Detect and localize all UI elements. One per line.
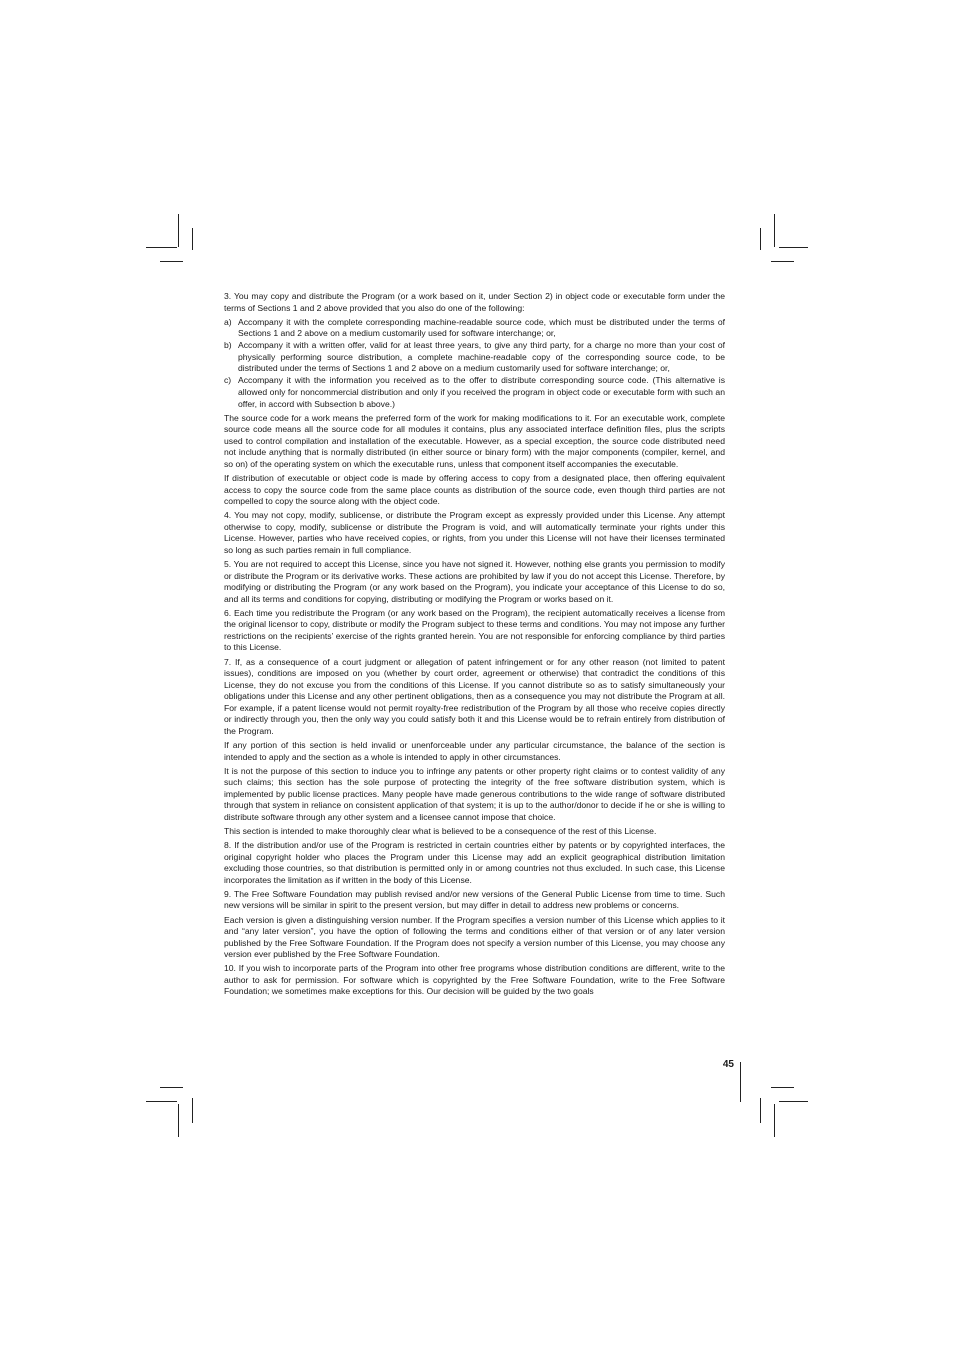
- list-marker: a): [224, 316, 232, 327]
- crop-mark: [192, 1098, 193, 1123]
- list-item: [224, 375, 725, 410]
- crop-mark: [774, 1104, 775, 1137]
- list-item: [224, 317, 725, 340]
- crop-mark: [760, 1098, 761, 1123]
- list-item: [224, 340, 725, 375]
- paragraph-section-4: 4. You may not copy, modify, sublicense, or distribute the Program except as expressly provided under this License. Any attempt otherwise to copy, modify, sublicense or distribute the Program is void, and will automatically terminate your rights under this License. However, parties who have received copies, or rights, from you under this License will not have their licenses terminated so long as such parties remain in full compliance.: [224, 510, 725, 555]
- paragraph-invalid-portion: If any portion of this section is held invalid or unenforceable under any particular circumstance, the balance of the section is intended to apply and the section as a whole is intended to apply in other circumstances.: [224, 739, 725, 762]
- crop-mark: [779, 247, 808, 248]
- crop-mark: [178, 214, 179, 247]
- paragraph-section-9: 9. The Free Software Foundation may publish revised and/or new versions of the General Public License from time to time. Such new versions will be similar in spirit to the present version, but may differ in detail to address new problems or concerns.: [224, 888, 725, 911]
- paragraph-section-6: 6. Each time you redistribute the Program (or any work based on the Program), the recipient automatically receives a license from the original licensor to copy, distribute or modify the Program subject to these terms and conditions. You may not impose any further restrictions on the recipients’ exercise of the rights granted herein. You are not responsible for enforcing compliance by third parties to this License.: [224, 607, 725, 653]
- paragraph-section-3: 3. You may copy and distribute the Program (or a work based on it, under Section 2) in object code or executable form under the terms of Sections 1 and 2 above provided that you also do one of the following:: [224, 291, 725, 313]
- list-marker: b): [224, 340, 232, 351]
- crop-mark: [160, 1087, 183, 1088]
- paragraph-section-10: 10. If you wish to incorporate parts of the Program into other free programs whose distribution conditions are different, write to the author to ask for permission. For software which is copyrighted by the Free Software Foundation, write to the Free Software Foundation; we sometimes make exceptions for this. Our decision will be guided by the two goals: [224, 963, 725, 997]
- crop-mark: [771, 261, 794, 262]
- list-marker: c): [224, 375, 232, 386]
- list-item-text: Accompany it with the complete corresponding machine-readable source code, which must be distributed under the terms of Sections 1 and 2 above on a medium customarily used for software interchange; or,: [238, 316, 725, 339]
- paragraph-version-number: Each version is given a distinguishing version number. If the Program specifies a version number of this License which applies to it and “any later version”, you have the option of following the terms and conditions either of that version or of any later version published by the Free Software Foundation. If the Program does not specify a version number of this License, you may choose any version ever published by the Free Software Foundation.: [224, 914, 725, 960]
- crop-mark: [774, 214, 775, 247]
- list-item-text: Accompany it with the information you received as to the offer to distribute corresponding source code. (This alternative is allowed only for noncommercial distribution and only if you received the program in object code or executable form with such an offer, in accord with Subsection b above.): [238, 375, 725, 409]
- crop-mark: [146, 1101, 177, 1102]
- license-text: [224, 291, 725, 1001]
- page-number: 45: [722, 1059, 734, 1070]
- crop-mark: [178, 1104, 179, 1137]
- page-number-rule: [740, 1062, 741, 1102]
- paragraph-distribution-access: If distribution of executable or object code is made by offering access to copy from a designated place, then offering equivalent access to copy the source code from the same place counts as distribution of the source code, even though third parties are not compelled to copy the source along with the object code.: [224, 472, 725, 507]
- crop-mark: [771, 1087, 794, 1088]
- paragraph-section-7: 7. If, as a consequence of a court judgment or allegation of patent infringement or for any other reason (not limited to patent issues), conditions are imposed on you (whether by court order, agreement or otherwise) that contradict the conditions of this License, they do not excuse you from the conditions of this License. If you cannot distribute so as to satisfy simultaneously your obligations under this License and any other pertinent obligations, then as a consequence you may not distribute the Program at all. For example, if a patent license would not permit royalty-free redistribution of the Program by all those who receive copies directly or indirectly through you, then the only way you could satisfy both it and this License would be to refrain entirely from distribution of the Program.: [224, 656, 725, 736]
- paragraph-section-8: 8. If the distribution and/or use of the Program is restricted in certain countries either by patents or by copyrighted interfaces, the original copyright holder who places the Program under this License may add an explicit geographical distribution limitation excluding those countries, so that distribution is permitted only in or among countries not thus excluded. In such case, this License incorporates the limitation as if written in the body of this License.: [224, 840, 725, 885]
- crop-mark: [192, 228, 193, 250]
- paragraph-purpose: It is not the purpose of this section to induce you to infringe any patents or other property right claims or to contest validity of any such claims; this section has the sole purpose of protecting the integrity of the free software distribution system, which is implemented by public license practices. Many people have made generous contributions to the wide range of software distributed through that system in reliance on consistent application of that system; it is up to the author/donor to decide if he or she is willing to distribute software through any other system and a licensee cannot impose that choice.: [224, 765, 725, 822]
- paragraph-clarification: This section is intended to make thoroughly clear what is believed to be a consequence of the rest of this License.: [224, 826, 657, 836]
- crop-mark: [146, 247, 177, 248]
- list-item-text: Accompany it with a written offer, valid for at least three years, to give any third party, for a charge no more than your cost of physically performing source distribution, a complete machine-readable copy of the corresponding source code, to be distributed under the terms of Sections 1 and 2 above on a medium customarily used for software interchange; or,: [238, 340, 725, 374]
- crop-mark: [779, 1101, 808, 1102]
- crop-mark: [760, 228, 761, 250]
- crop-mark: [160, 261, 183, 262]
- paragraph-section-5: 5. You are not required to accept this License, since you have not signed it. However, nothing else grants you permission to modify or distribute the Program or its derivative works. These actions are prohibited by law if you do not accept this License. Therefore, by modifying or distributing the Program (or any work based on the Program), you indicate your acceptance of this License to do so, and all its terms and conditions for copying, distributing or modifying the Program or works based on it.: [224, 559, 725, 604]
- paragraph-source-code: The source code for a work means the preferred form of the work for making modifications to it. For an executable work, complete source code means all the source code for all modules it contains, plus any associated interface definition files, plus the scripts used to control compilation and installation of the executable. However, as a special exception, the source code distributed need not include anything that is normally distributed (in either source or binary form) with the major components (compiler, kernel, and so on) of the operating system on which the executable runs, unless that component itself accompanies the executable.: [224, 412, 725, 469]
